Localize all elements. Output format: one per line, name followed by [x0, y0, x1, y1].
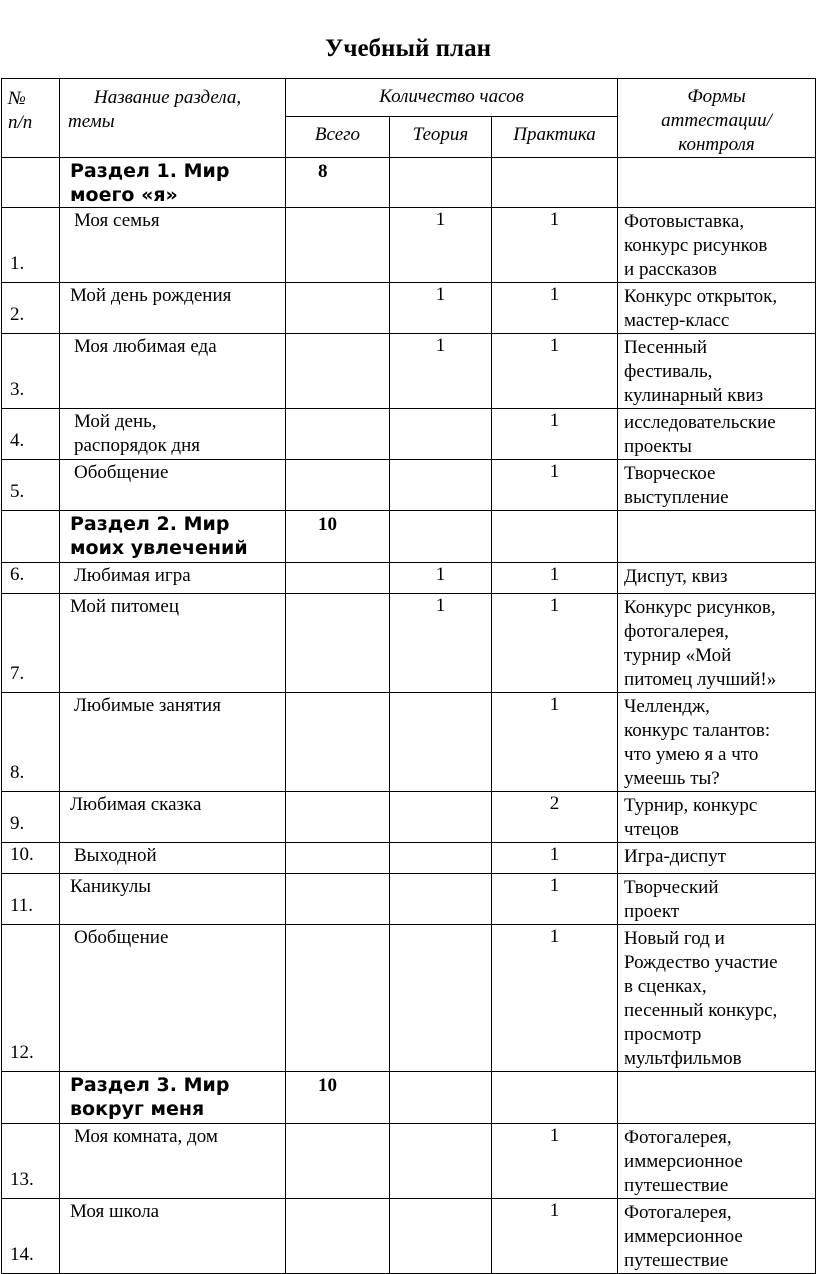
topic-name [60, 874, 286, 925]
table-row [2, 843, 816, 874]
row-number: 8. [2, 693, 60, 792]
section-row [2, 158, 816, 208]
assessment-forms-line: Новый год и [624, 928, 725, 949]
section-title-line: Раздел 1. Мир [70, 160, 230, 182]
hours-total [286, 409, 390, 460]
row-number: 10. [2, 843, 60, 874]
header-number-line: № [8, 88, 26, 109]
topic-name [60, 792, 286, 843]
assessment-forms-line: Фотовыставка, [624, 211, 745, 232]
assessment-forms [618, 874, 816, 925]
hours-total [286, 563, 390, 594]
hours-theory [390, 460, 492, 511]
assessment-forms-line: Диспут, квиз [624, 566, 728, 587]
table-row [2, 334, 816, 409]
header-practice: Практика [492, 117, 618, 158]
row-number: 3. [2, 334, 60, 409]
assessment-forms-line: Песенный [624, 337, 708, 358]
table-row [2, 792, 816, 843]
section-title-line: вокруг меня [70, 1098, 205, 1120]
section-practice-cell [492, 158, 618, 208]
section-title [60, 511, 286, 563]
topic-name [60, 693, 286, 792]
assessment-forms-line: конкурс талантов: [624, 720, 771, 741]
row-number: 12. [2, 925, 60, 1072]
table-row [2, 283, 816, 334]
assessment-forms-line: Игра-диспут [624, 846, 727, 867]
section-forms-cell [618, 158, 816, 208]
topic-name [60, 334, 286, 409]
assessment-forms-line: Творческий [624, 877, 719, 898]
assessment-forms-line: путешествие [624, 1250, 729, 1271]
assessment-forms-line: Фотогалерея, [624, 1202, 732, 1223]
topic-name-line: Обобщение [74, 927, 169, 948]
header-theory: Теория [390, 117, 492, 158]
hours-total [286, 1199, 390, 1274]
section-practice-cell [492, 511, 618, 563]
assessment-forms-line: путешествие [624, 1175, 729, 1196]
header-forms-line: контроля [678, 134, 755, 155]
section-forms-cell [618, 511, 816, 563]
assessment-forms-line: Турнир, конкурс [624, 795, 758, 816]
header-name-line: темы [68, 111, 115, 132]
hours-practice: 1 [492, 1199, 618, 1274]
assessment-forms [618, 283, 816, 334]
row-number: 2. [2, 283, 60, 334]
curriculum-table [1, 78, 816, 1274]
hours-theory [390, 925, 492, 1072]
header-name-line: Название раздела, [94, 87, 242, 108]
assessment-forms-line: мультфильмов [624, 1048, 742, 1069]
topic-name [60, 409, 286, 460]
topic-name [60, 594, 286, 693]
table-body [2, 79, 816, 1274]
topic-name-line: Любимая сказка [70, 794, 202, 815]
assessment-forms-line: Челлендж, [624, 696, 710, 717]
topic-name [60, 208, 286, 283]
assessment-forms-line: иммерсионное [624, 1151, 743, 1172]
topic-name-line: Моя школа [70, 1201, 160, 1222]
table-row [2, 925, 816, 1072]
assessment-forms-line: умеешь ты? [624, 768, 720, 789]
assessment-forms [618, 1199, 816, 1274]
section-title-line: моих увлечений [70, 537, 248, 559]
page-title: Учебный план [325, 35, 491, 62]
assessment-forms-line: Фотогалерея, [624, 1127, 732, 1148]
topic-name-line: Мой питомец [70, 596, 179, 617]
hours-practice: 1 [492, 594, 618, 693]
table-row [2, 460, 816, 511]
assessment-forms [618, 563, 816, 594]
assessment-forms-line: чтецов [624, 819, 679, 840]
topic-name [60, 1124, 286, 1199]
hours-total [286, 460, 390, 511]
assessment-forms-line: проекты [624, 436, 692, 457]
hours-theory [390, 1124, 492, 1199]
hours-theory: 1 [390, 334, 492, 409]
hours-total [286, 594, 390, 693]
header-hours: Количество часов [286, 79, 618, 117]
assessment-forms [618, 1124, 816, 1199]
topic-name-line: Моя любимая еда [74, 336, 217, 357]
section-theory-cell [390, 1072, 492, 1124]
hours-total [286, 843, 390, 874]
topic-name-line: Мой день рождения [70, 285, 232, 306]
hours-theory: 1 [390, 208, 492, 283]
hours-total [286, 1124, 390, 1199]
assessment-forms [618, 925, 816, 1072]
section-title-line: Раздел 2. Мир [70, 513, 230, 535]
hours-theory [390, 409, 492, 460]
table-row [2, 409, 816, 460]
row-number: 4. [2, 409, 60, 460]
section-hours: 10 [286, 1072, 390, 1124]
assessment-forms-line: мастер-класс [624, 310, 730, 331]
section-num-cell [2, 1072, 60, 1124]
assessment-forms-line: иммерсионное [624, 1226, 743, 1247]
row-number: 7. [2, 594, 60, 693]
hours-total [286, 874, 390, 925]
row-number: 13. [2, 1124, 60, 1199]
header-row [2, 79, 816, 117]
assessment-forms-line: в сценках, [624, 976, 707, 997]
topic-name-line: Любимая игра [74, 565, 191, 586]
header-forms [618, 79, 816, 158]
hours-total [286, 925, 390, 1072]
topic-name-line: Обобщение [74, 462, 169, 483]
hours-practice: 2 [492, 792, 618, 843]
table-row [2, 208, 816, 283]
assessment-forms-line: песенный конкурс, [624, 1000, 778, 1021]
section-theory-cell [390, 511, 492, 563]
hours-practice: 1 [492, 208, 618, 283]
table-row [2, 594, 816, 693]
hours-practice: 1 [492, 334, 618, 409]
topic-name [60, 563, 286, 594]
section-hours: 10 [286, 511, 390, 563]
section-title-line: Раздел 3. Мир [70, 1074, 230, 1096]
table-row [2, 693, 816, 792]
header-forms-line: Формы [687, 86, 746, 107]
table-row [2, 874, 816, 925]
row-number: 14. [2, 1199, 60, 1274]
topic-name [60, 1199, 286, 1274]
topic-name [60, 843, 286, 874]
assessment-forms-line: Творческое [624, 463, 716, 484]
row-number: 6. [2, 563, 60, 594]
assessment-forms [618, 409, 816, 460]
row-number: 1. [2, 208, 60, 283]
hours-theory: 1 [390, 283, 492, 334]
hours-theory: 1 [390, 563, 492, 594]
header-name [60, 79, 286, 158]
table-row [2, 1199, 816, 1274]
assessment-forms [618, 334, 816, 409]
section-title [60, 158, 286, 208]
row-number: 9. [2, 792, 60, 843]
hours-practice: 1 [492, 843, 618, 874]
topic-name [60, 460, 286, 511]
assessment-forms-line: просмотр [624, 1024, 702, 1045]
header-number [2, 79, 60, 158]
hours-theory [390, 843, 492, 874]
hours-total [286, 693, 390, 792]
assessment-forms [618, 594, 816, 693]
table-row [2, 1124, 816, 1199]
hours-practice: 1 [492, 409, 618, 460]
topic-name-line: Каникулы [70, 876, 152, 897]
topic-name [60, 283, 286, 334]
section-practice-cell [492, 1072, 618, 1124]
section-forms-cell [618, 1072, 816, 1124]
table-row [2, 563, 816, 594]
assessment-forms [618, 792, 816, 843]
hours-practice: 1 [492, 460, 618, 511]
hours-theory [390, 874, 492, 925]
row-number: 5. [2, 460, 60, 511]
hours-practice: 1 [492, 283, 618, 334]
assessment-forms-line: питомец лучший!» [624, 669, 777, 690]
topic-name-line: Мой день, [74, 411, 157, 432]
section-title [60, 1072, 286, 1124]
assessment-forms [618, 843, 816, 874]
topic-name-line: Моя семья [74, 210, 160, 231]
section-title-line: моего «я» [70, 184, 178, 206]
section-row [2, 511, 816, 563]
hours-total [286, 334, 390, 409]
assessment-forms-line: исследовательские [624, 412, 776, 433]
assessment-forms-line: турнир «Мой [624, 645, 732, 666]
row-number: 11. [2, 874, 60, 925]
hours-practice: 1 [492, 563, 618, 594]
hours-practice: 1 [492, 1124, 618, 1199]
section-theory-cell [390, 158, 492, 208]
assessment-forms [618, 693, 816, 792]
topic-name-line: Выходной [74, 845, 157, 866]
hours-practice: 1 [492, 925, 618, 1072]
section-num-cell [2, 511, 60, 563]
assessment-forms-line: фотогалерея, [624, 621, 729, 642]
hours-practice: 1 [492, 693, 618, 792]
section-num-cell [2, 158, 60, 208]
hours-theory [390, 1199, 492, 1274]
assessment-forms-line: и рассказов [624, 259, 717, 280]
assessment-forms-line: Рождество участие [624, 952, 778, 973]
hours-total [286, 792, 390, 843]
header-number-line: п/п [8, 112, 33, 133]
header-forms-line: аттестации/ [661, 110, 772, 131]
hours-theory: 1 [390, 594, 492, 693]
section-hours: 8 [286, 158, 390, 208]
assessment-forms-line: кулинарный квиз [624, 385, 764, 406]
topic-name-line: Любимые занятия [74, 695, 221, 716]
assessment-forms [618, 460, 816, 511]
topic-name-line: Моя комната, дом [74, 1126, 218, 1147]
hours-total [286, 283, 390, 334]
assessment-forms-line: Конкурс рисунков, [624, 597, 776, 618]
hours-practice: 1 [492, 874, 618, 925]
assessment-forms-line: Конкурс открыток, [624, 286, 778, 307]
section-row [2, 1072, 816, 1124]
hours-theory [390, 693, 492, 792]
header-total: Всего [286, 117, 390, 158]
topic-name-line: распорядок дня [74, 435, 200, 456]
assessment-forms-line: конкурс рисунков [624, 235, 768, 256]
assessment-forms-line: проект [624, 901, 680, 922]
hours-theory [390, 792, 492, 843]
topic-name [60, 925, 286, 1072]
assessment-forms-line: фестиваль, [624, 361, 713, 382]
assessment-forms-line: что умею я а что [624, 744, 759, 765]
assessment-forms [618, 208, 816, 283]
hours-total [286, 208, 390, 283]
assessment-forms-line: выступление [624, 487, 729, 508]
